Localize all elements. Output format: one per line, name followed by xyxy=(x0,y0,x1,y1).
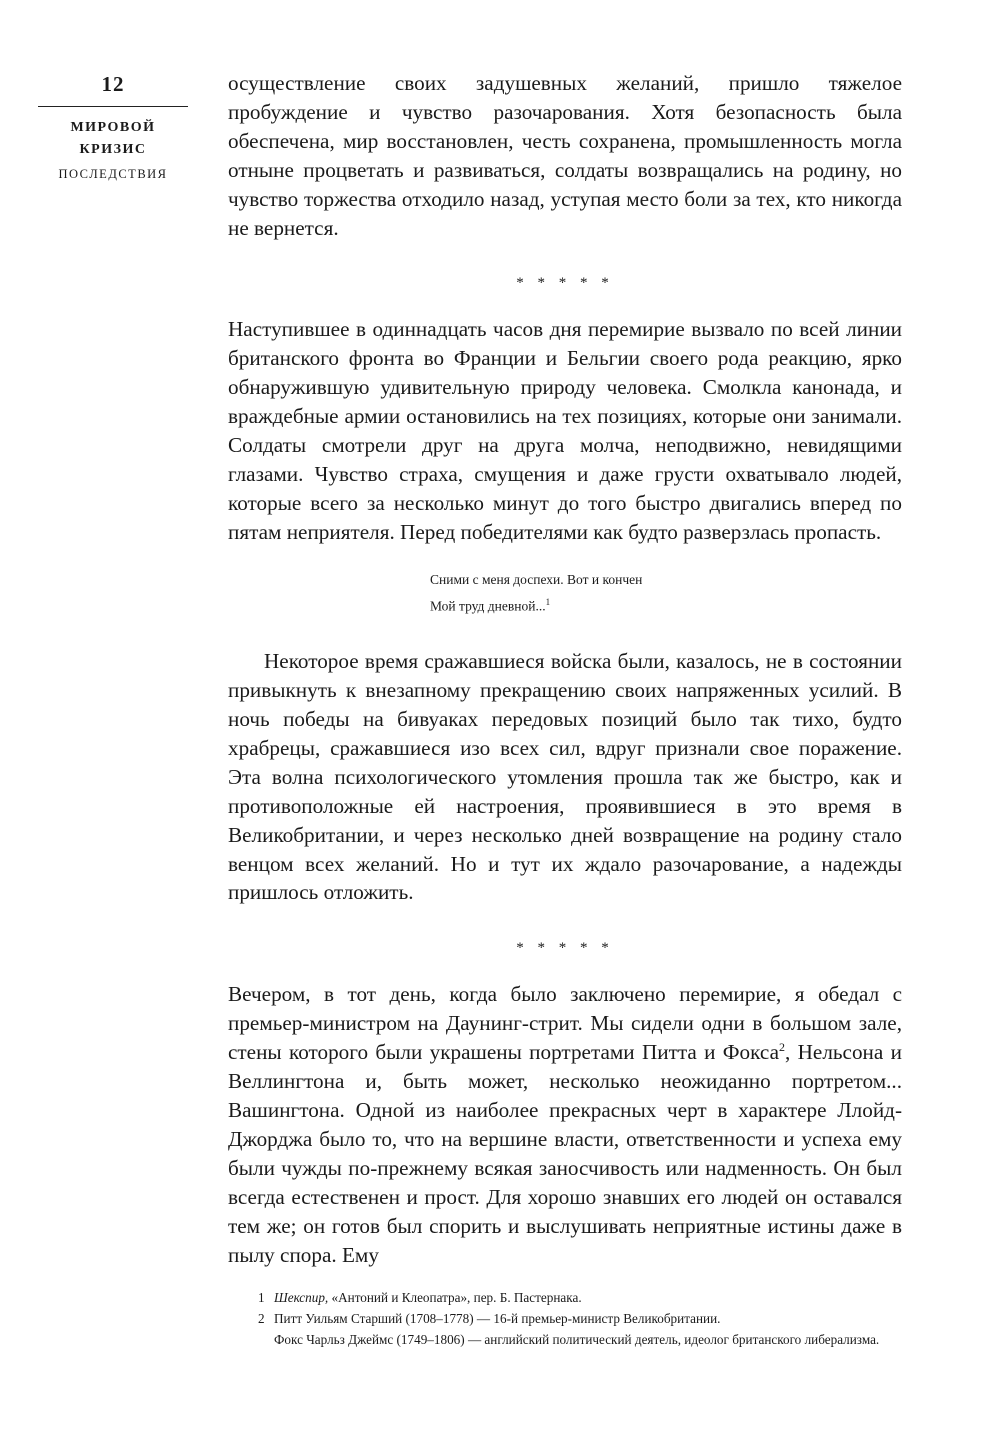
footnotes xyxy=(258,1287,898,1350)
verse-quote xyxy=(430,569,902,618)
section-name: ПОСЛЕДСТВИЯ xyxy=(58,167,168,181)
verse-line-2-text: Мой труд дневной... xyxy=(430,598,546,614)
footnote-1-source: «Антоний и Клеопатра», пер. Б. Пастернака. xyxy=(328,1290,582,1305)
footnote-2-number: 2 xyxy=(258,1311,265,1326)
verse-line-1: Сними с меня доспехи. Вот и кончен xyxy=(430,571,643,587)
section-separator-1: * * * * * xyxy=(516,275,614,292)
paragraph-4 xyxy=(228,980,902,1269)
footnote-1-text xyxy=(274,1287,898,1308)
footnote-2-text: Питт Уильям Старший (1708–1778) — 16-й премьер-министр Великобритании. xyxy=(274,1311,721,1326)
page-number: 12 xyxy=(101,72,125,96)
footnote-1-author: Шекспир, xyxy=(274,1290,329,1305)
footnote-ref-1: 1 xyxy=(545,596,551,607)
footnote-2-continuation: Фокс Чарльз Джеймс (1749–1806) — английский политический деятель, идеолог британского либерализма. xyxy=(274,1332,880,1347)
paragraph-4-part-2: , Нельсона и Веллингтона и, быть может, несколько неожиданно портретом... Вашингтона. Одной из наиболее прекрасных черт в характере Ллойд-Джорджа было то, что на вершине власти, ответственности и успеха ему были чужды по-прежнему всякая заносчивость или надменность. Он был всегда естественен и прост. Для хорошо знавших его людей он оставался тем же; он готов был спорить и выслушивать неприятные истины даже в пылу спора. Ему xyxy=(228,1040,902,1267)
footnote-ref-2: 2 xyxy=(778,1040,785,1055)
paragraph-1: осуществление своих задушевных желаний, пришло тяжелое пробуждение и чувство разочарования. Хотя безопасность была обеспечена, мир восстановлен, честь сохранена, промышленность могла отныне процветать и развиваться, солдаты возвращались на родину, но чувство торжества отходило назад, уступая место боли за тех, кто никогда не вернется. xyxy=(228,71,902,240)
footnote-2 xyxy=(258,1308,898,1329)
footnote-1-number: 1 xyxy=(258,1290,265,1305)
paragraph-4-part-1: Вечером, в тот день, когда было заключено перемирие, я обедал с премьер-министром на Даунинг-стрит. Мы сидели одни в большом зале, стены которого были украшены портретами Питта и Фокса xyxy=(228,982,902,1065)
running-head-sidebar xyxy=(38,70,188,185)
verse-line-2 xyxy=(430,591,902,618)
main-text-column xyxy=(228,69,902,1269)
book-title-line-1: МИРОВОЙ xyxy=(70,120,156,135)
sidebar-divider xyxy=(38,106,188,107)
section-separator-2: * * * * * xyxy=(516,940,614,957)
book-title-line-2: КРИЗИС xyxy=(79,142,147,157)
paragraph-2: Наступившее в одиннадцать часов дня перемирие вызвало по всей линии британского фронта во Франции и Бельгии своего рода реакцию, ярко обнаружившую удивительную природу человека. Смолкла канонада, и враждебные армии остановились на тех позициях, которые они занимали. Солдаты смотрели друг на друга молча, неподвижно, невидящими глазами. Чувство страха, смущения и даже грусти охватывало людей, которые всего за несколько минут до того быстро двигались вперед по пятам неприятеля. Перед победителями как будто разверзлась пропасть. xyxy=(228,317,902,544)
paragraph-3: Некоторое время сражавшиеся войска были, казалось, не в состоянии привыкнуть к внезапному прекращению своих напряженных усилий. В ночь победы на бивуаках передовых позиций было так тихо, будто храбрецы, сражавшиеся изо всех сил, вдруг признали свое поражение. Эта волна психологического утомления прошла так же быстро, как и противоположные ей настроения, проявившиеся в это время в Великобритании, и через несколько дней возвращение на родину стало венцом всех желаний. Но и тут их ждало разочарование, а надежды пришлось отложить. xyxy=(228,649,902,905)
footnote-1 xyxy=(258,1287,898,1308)
